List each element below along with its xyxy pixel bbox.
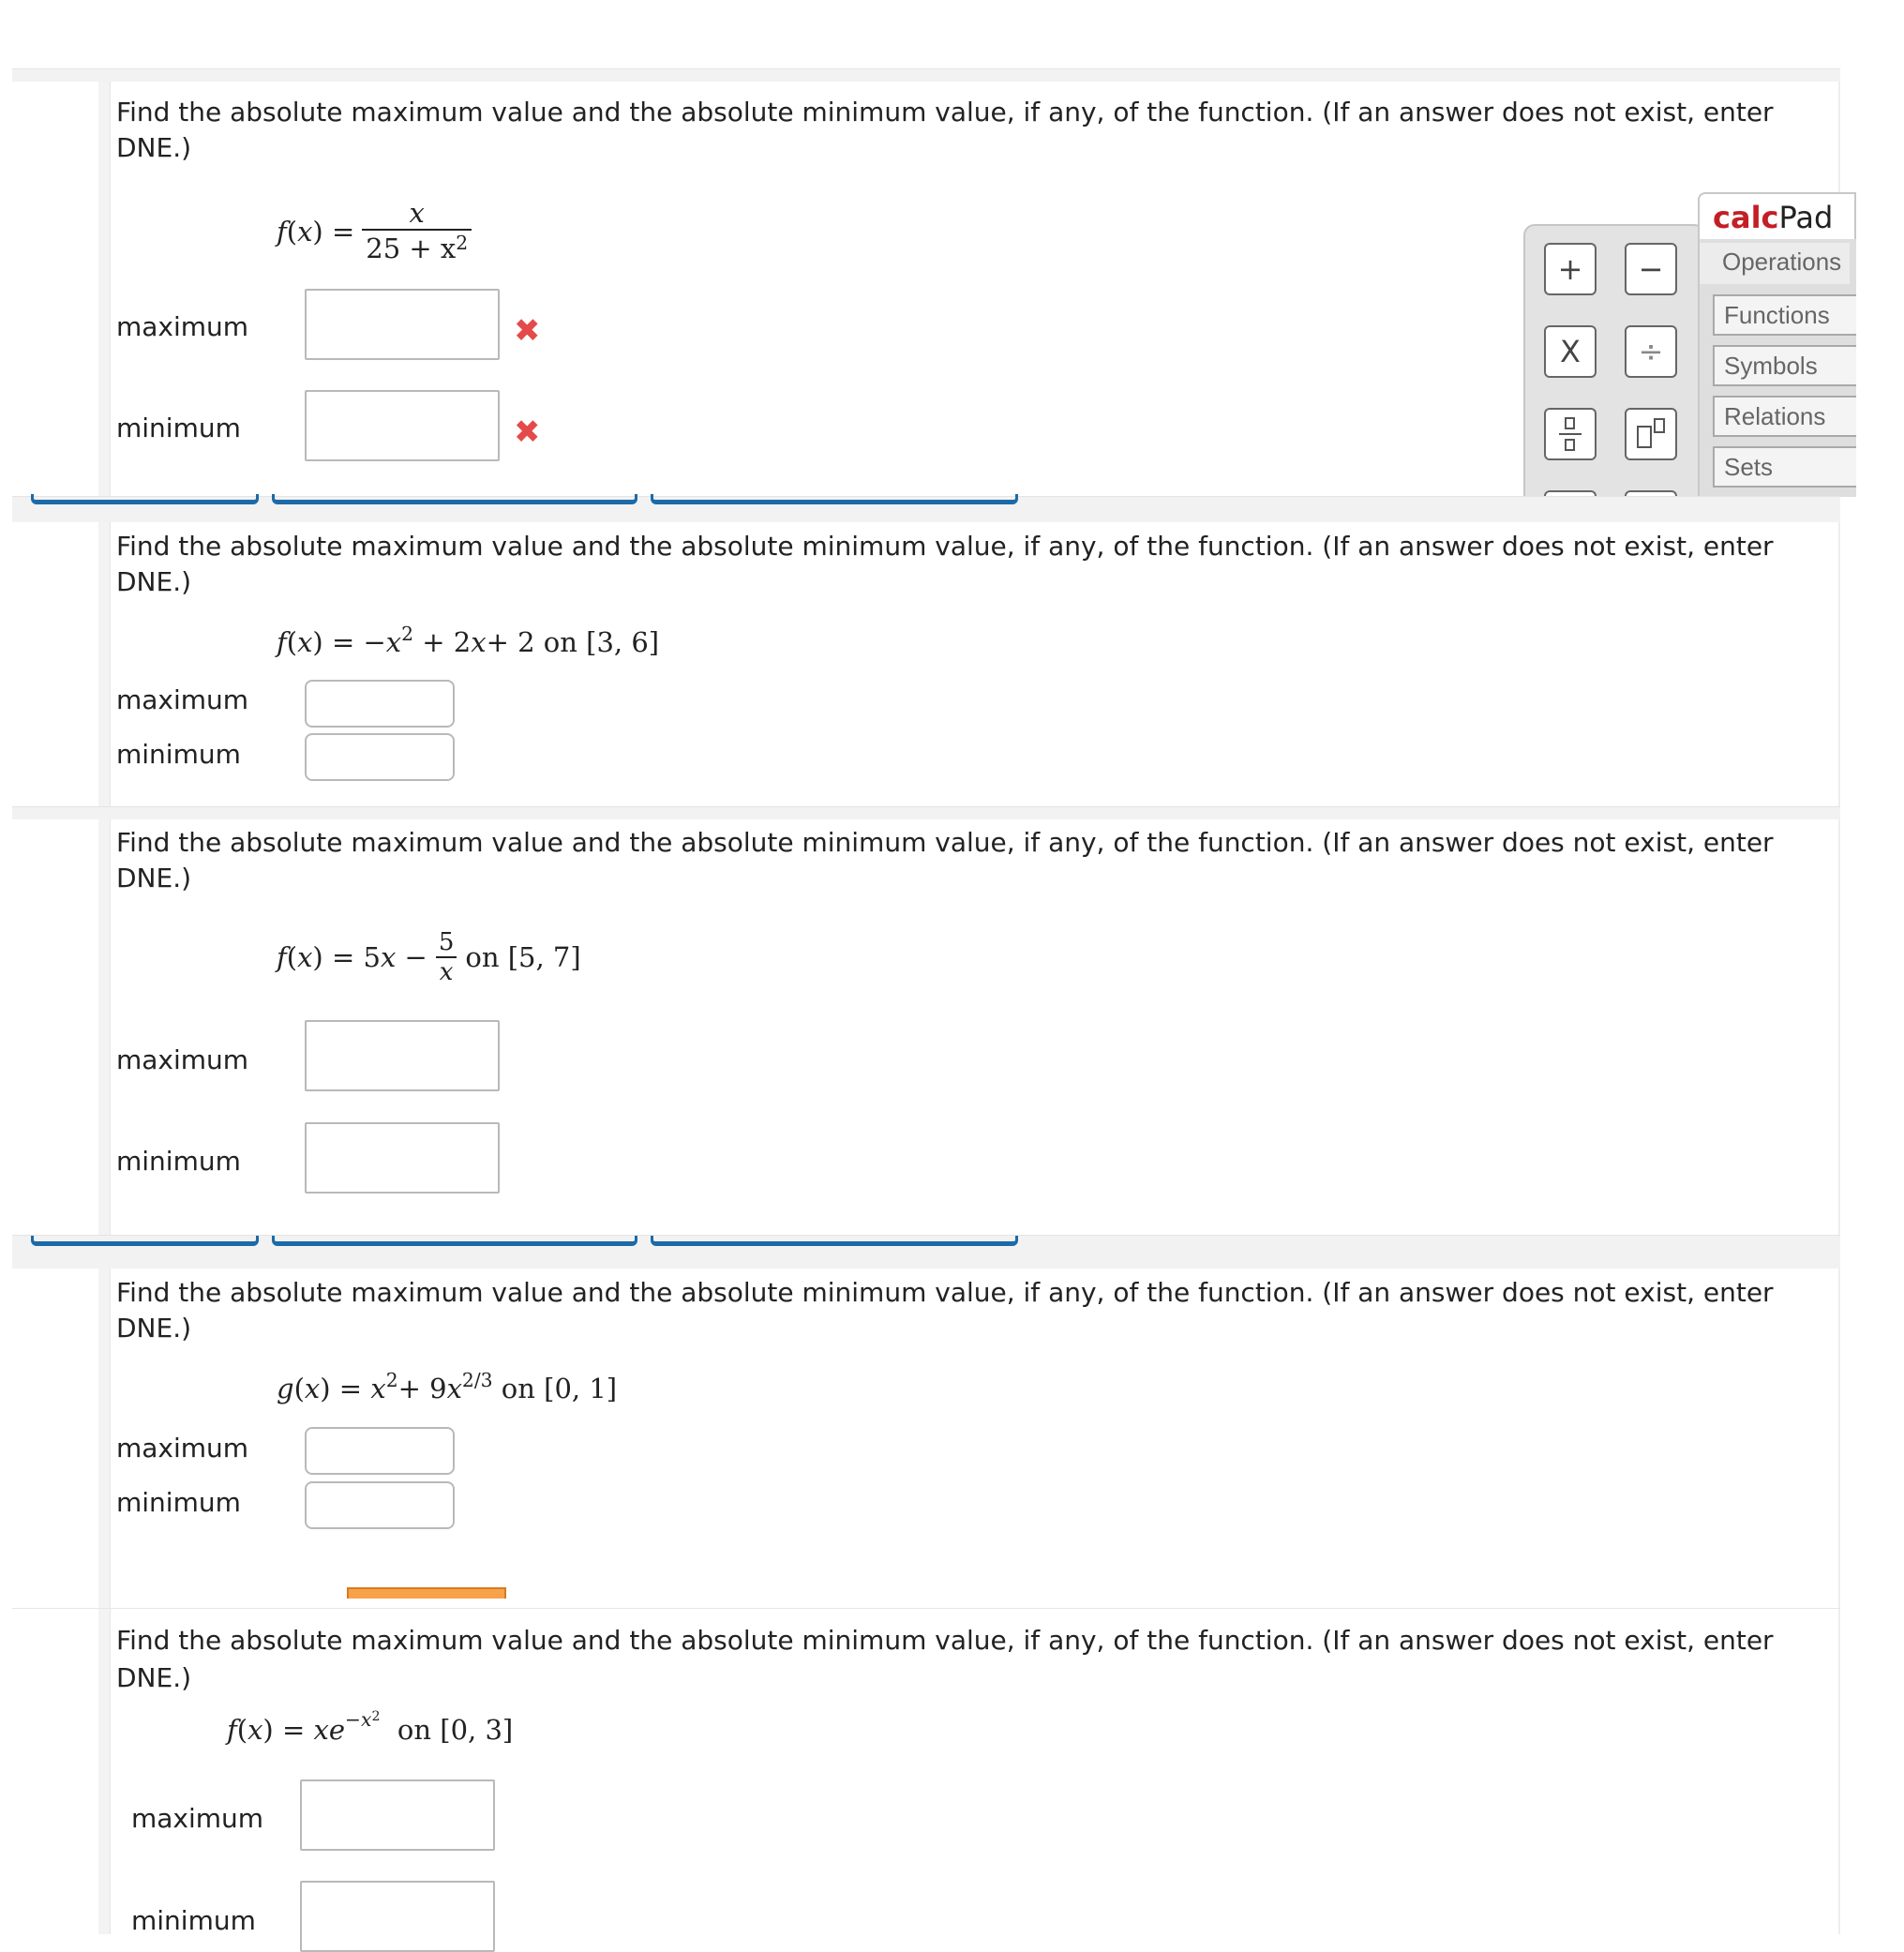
function-4: g ( x ) = x $^2$ + 9 x $^{2/3}$ on [0, 1]	[277, 1368, 618, 1404]
nav-tab-outline[interactable]	[651, 494, 1018, 504]
minimum-input-2[interactable]	[305, 733, 455, 781]
nav-tab-outline[interactable]	[272, 494, 637, 504]
nav-tab-outline[interactable]	[651, 1236, 1018, 1246]
minimum-label-3: minimum	[116, 1146, 241, 1177]
function-2: f ( x ) = − x $^2$ + 2 x + 2 on [3, 6]	[277, 622, 660, 658]
minimum-input-4[interactable]	[305, 1481, 455, 1529]
maximum-input-1[interactable]	[305, 289, 500, 360]
incorrect-x-icon: ✖	[514, 312, 541, 350]
need-help-strip	[142, 1587, 517, 1599]
question-prompt-2: Find the absolute maximum value and the absolute minimum value, if any, of the function. (If an answer does not exist, enter DNE.)	[116, 531, 1774, 597]
function-1: f ( x ) = $\frac{x}{25 + x^2}$	[277, 197, 479, 266]
minus-key[interactable]: −	[1625, 243, 1677, 295]
minimum-label-2: minimum	[116, 739, 241, 770]
maximum-input-2[interactable]	[305, 680, 455, 728]
question-prompt-5: Find the absolute maximum value and the absolute minimum value, if any, of the function. (If an answer does not exist, enter DNE.)	[116, 1625, 1774, 1693]
maximum-label-1: maximum	[116, 311, 249, 342]
fraction: $\frac{5}{x}$	[435, 928, 458, 986]
tab-functions[interactable]: Functions	[1713, 294, 1856, 336]
exponent-template-icon[interactable]	[1625, 408, 1677, 460]
plus-key[interactable]: +	[1544, 243, 1597, 295]
read-it-button[interactable]	[347, 1587, 506, 1599]
divide-key[interactable]: ÷	[1625, 325, 1677, 378]
tab-relations[interactable]: Relations	[1713, 396, 1856, 437]
panel-gutter	[98, 82, 111, 496]
maximum-label-5: maximum	[131, 1803, 264, 1834]
maximum-label-3: maximum	[116, 1044, 249, 1075]
minimum-input-3[interactable]	[305, 1122, 500, 1194]
nav-tab-outline[interactable]	[272, 1236, 637, 1246]
tab-sets[interactable]: Sets	[1713, 446, 1856, 488]
function-3: f ( x ) = 5 x − $\frac{5}{x}$ on [5, 7]	[277, 928, 581, 986]
maximum-label-4: maximum	[116, 1433, 249, 1464]
nav-tab-outline[interactable]	[31, 1236, 259, 1246]
need-help-text	[142, 1587, 152, 1599]
nav-tab-outline[interactable]	[31, 494, 259, 504]
minimum-label-1: minimum	[116, 413, 241, 443]
maximum-input-5[interactable]	[300, 1779, 495, 1851]
calcpad-title: calcPad	[1698, 192, 1856, 239]
fraction-template-icon[interactable]	[1544, 408, 1597, 460]
fraction: $\frac{x}{25 + x^2}$	[362, 197, 472, 266]
function-5: f ( x ) = xe $^{-x^2}$ on [0, 3]	[227, 1708, 514, 1746]
incorrect-x-icon: ✖	[514, 413, 541, 451]
calcpad-tabs	[1698, 239, 1856, 497]
minimum-label-4: minimum	[116, 1487, 241, 1518]
separator-strip	[12, 806, 1840, 820]
minimum-label-5: minimum	[131, 1905, 256, 1936]
question-prompt-1: Find the absolute maximum value and the absolute minimum value, if any, of the function. (If an answer does not exist, enter DNE.)	[116, 97, 1774, 163]
minimum-input-1[interactable]	[305, 390, 500, 461]
maximum-input-3[interactable]	[305, 1020, 500, 1091]
maximum-input-4[interactable]	[305, 1427, 455, 1475]
multiply-key[interactable]: X	[1544, 325, 1597, 378]
minimum-input-5[interactable]	[300, 1881, 495, 1952]
top-strip	[12, 68, 1840, 83]
maximum-label-2: maximum	[116, 684, 249, 715]
question-prompt-4: Find the absolute maximum value and the absolute minimum value, if any, of the function. (If an answer does not exist, enter DNE.)	[116, 1277, 1774, 1344]
question-prompt-3: Find the absolute maximum value and the absolute minimum value, if any, of the function. (If an answer does not exist, enter DNE.)	[116, 827, 1774, 893]
tab-symbols[interactable]: Symbols	[1713, 345, 1856, 386]
tab-operations[interactable]: Operations	[1700, 243, 1850, 284]
calcpad-widget	[1523, 192, 1856, 497]
calcpad-keys	[1523, 224, 1705, 497]
